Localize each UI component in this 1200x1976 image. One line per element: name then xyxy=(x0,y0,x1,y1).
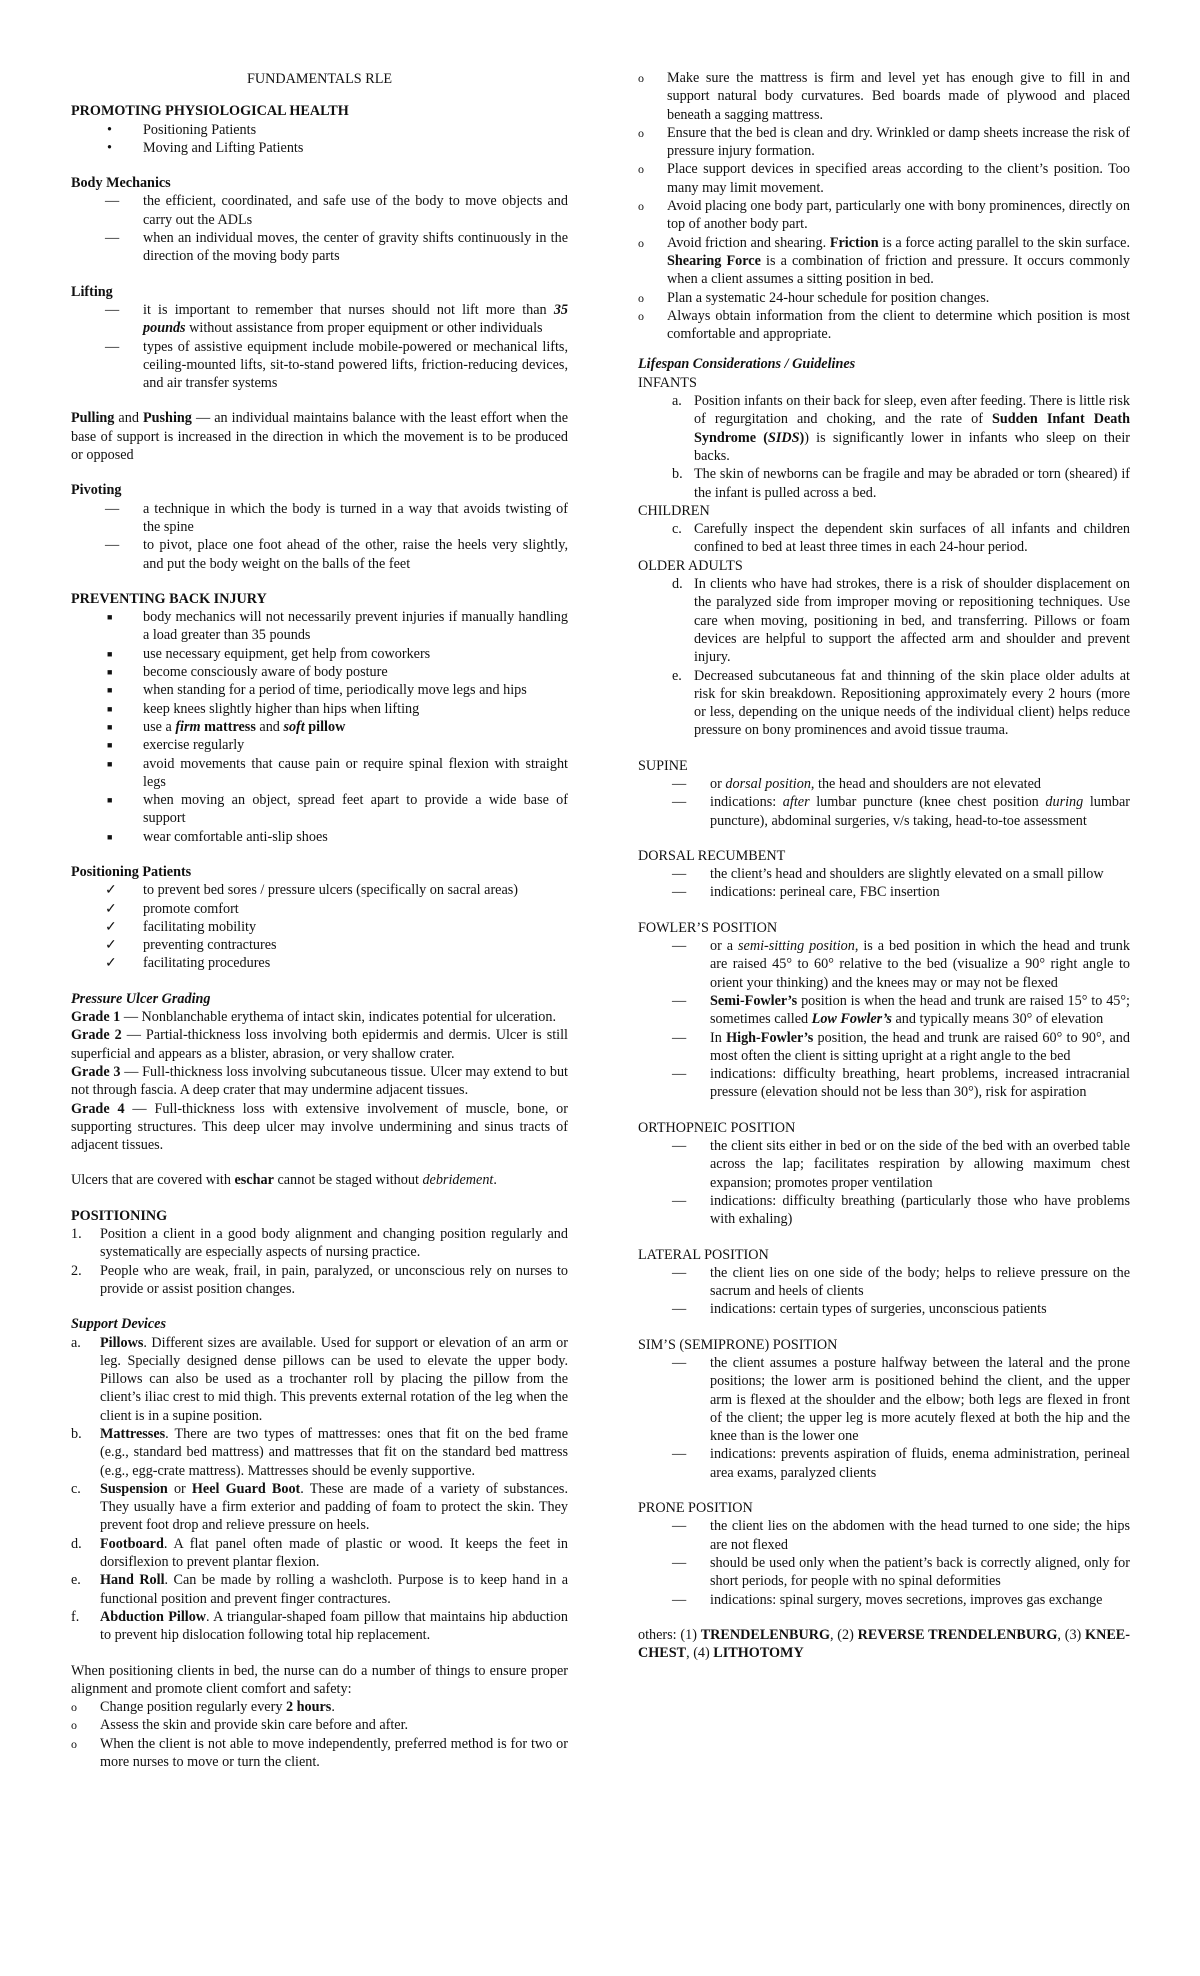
support-devices-section xyxy=(71,1315,568,1644)
prone-heading: PRONE POSITION xyxy=(638,1500,753,1517)
intro-heading: PROMOTING PHYSIOLOGICAL HEALTH xyxy=(71,103,349,120)
dash-icon: — xyxy=(672,1138,687,1155)
lifting-list xyxy=(71,301,568,392)
list-item: — the client’s head and shoulders are slightly elevated on a small pillow xyxy=(638,865,1130,883)
circle-bullet-icon: o xyxy=(638,235,644,250)
intro-list xyxy=(71,121,568,158)
list-item: — the client lies on one side of the body; helps to relieve pressure on the sacrum and heels of clients xyxy=(638,1264,1130,1301)
dash-icon: — xyxy=(672,1554,687,1571)
dash-icon: — xyxy=(105,537,120,554)
back-injury-list xyxy=(71,608,568,846)
list-item: o Make sure the mattress is firm and level yet has enough give to fill in and support natural body curvatures. Bed boards made of plywood and placed beneath a sagging mattress. xyxy=(638,70,1130,123)
infants-list xyxy=(638,392,1130,502)
list-item: — the efficient, coordinated, and safe use of the body to move objects and carry out the ADLs xyxy=(71,192,568,229)
list-item: ■ wear comfortable anti-slip shoes xyxy=(71,828,568,846)
dash-icon: — xyxy=(672,1355,687,1371)
page-title: FUNDAMENTALS RLE xyxy=(246,71,393,87)
circle-bullet-icon: o xyxy=(638,71,644,85)
dash-icon: — xyxy=(105,193,120,210)
circle-bullet-icon: o xyxy=(71,1736,77,1751)
list-item: — the client sits either in bed or on the side of the bed with an overbed table across the lap; facilitates respiration by allowing maximum chest expansion; promotes proper ventilation xyxy=(638,1137,1130,1192)
in-bed-intro: When positioning clients in bed, the nurse can do a number of things to ensure proper alignment and promote client comfort and safety: xyxy=(71,1662,568,1697)
dash-icon: — xyxy=(672,938,687,955)
dash-icon: — xyxy=(672,866,687,883)
lifespan-heading: Lifespan Considerations / Guidelines xyxy=(638,356,856,373)
square-bullet-icon: ■ xyxy=(107,758,113,769)
list-item: ■ become consciously aware of body posture xyxy=(71,663,568,681)
dash-icon: — xyxy=(672,775,687,792)
list-item: ■ when moving an object, spread feet apart to provide a wide base of support xyxy=(71,791,568,828)
list-item: — indications: after lumbar puncture (knee chest position during lumbar puncture), abdominal surgeries, v/s taking, head-to-toe assessment xyxy=(638,793,1130,830)
list-item: ■ use necessary equipment, get help from coworkers xyxy=(71,645,568,663)
dash-icon: — xyxy=(672,1264,687,1281)
list-item: o Assess the skin and provide skin care before and after. xyxy=(71,1717,409,1734)
list-item: c. Suspension or Heel Guard Boot. These are made of a variety of substances. They usually have a firm exterior and padding of foam to protect the skin. They prevent foot drop and relieve pressure on heels. xyxy=(71,1480,568,1534)
list-item: o Always obtain information from the client to determine which position is most comfortable and appropriate. xyxy=(638,307,1130,343)
list-item: — should be used only when the patient’s back is correctly aligned, only for short periods, for people with no spinal deformities xyxy=(638,1554,1130,1591)
list-item: — it is important to remember that nurses should not lift more than 35 pounds without assistance from proper equipment or other individuals xyxy=(71,301,568,338)
sims-heading: SIM’S (SEMIPRONE) POSITION xyxy=(638,1336,838,1353)
list-item: ■ keep knees slightly higher than hips when lifting xyxy=(71,700,568,718)
circle-bullet-icon: o xyxy=(71,1718,77,1733)
prone-section xyxy=(638,1499,1130,1609)
list-item: — In High-Fowler’s position, the head and trunk are raised 60° to 90°, and most often the client is sitting upright at a right angle to the bed xyxy=(638,1029,1130,1066)
dash-icon: — xyxy=(672,884,687,901)
list-item: c. Carefully inspect the dependent skin surfaces of all infants and children confined to bed at least three times in each 24-hour period. xyxy=(672,521,1130,556)
eschar-section xyxy=(71,1171,568,1189)
fowlers-section xyxy=(638,919,1130,1102)
list-item: ✓ facilitating mobility xyxy=(71,918,568,936)
list-item: — the client assumes a posture halfway between the lateral and the prone positions; the lower arm is positioned behind the client, and the upper arm is flexed at the shoulder and the elbow; both legs are flexed in front of the client; the upper leg is more acutely flexed at both the hip and the knee than is the lower one xyxy=(638,1354,1130,1445)
orthopneic-list xyxy=(638,1137,1130,1228)
dash-icon: — xyxy=(672,1446,687,1463)
list-item: — or dorsal position, the head and shoulders are not elevated xyxy=(638,775,1130,793)
list-item: o Place support devices in specified areas according to the client’s position. Too many may limit movement. xyxy=(638,161,1130,196)
support-devices-list xyxy=(71,1334,568,1645)
back-injury-heading: PREVENTING BACK INJURY xyxy=(71,590,267,607)
older-adults-heading: OLDER ADULTS xyxy=(638,557,743,574)
positioning-list xyxy=(71,1225,568,1298)
dash-icon: — xyxy=(672,1591,687,1608)
square-bullet-icon: ■ xyxy=(107,831,113,842)
grade-3: Grade 3 — Full-thickness loss involving subcutaneous tissue. Ulcer may extend to but not through fascia. A deep crater that may undermine adjacent tissues. xyxy=(71,1063,568,1099)
positioning-section xyxy=(71,1207,568,1298)
list-item: b. Mattresses. There are two types of mattresses: ones that fit on the bed frame (e.g., standard bed mattress) and mattresses that fit on the standard bed mattress (e.g., egg-crate mattress). Mattresses should be evenly supportive. xyxy=(71,1426,568,1479)
list-item: ■ exercise regularly xyxy=(71,736,568,754)
supine-section xyxy=(638,757,1130,830)
list-item: o Avoid placing one body part, particularly one with bony prominences, directly on top of another body part. xyxy=(638,198,1130,233)
list-item: f. Abduction Pillow. A triangular-shaped foam pillow that maintains hip abduction to prevent hip dislocation following total hip replacement. xyxy=(71,1608,568,1644)
intro-section xyxy=(71,102,568,157)
circle-bullet-icon: o xyxy=(638,308,644,323)
square-bullet-icon: ■ xyxy=(107,721,113,732)
list-item: o Change position regularly every 2 hours. xyxy=(71,1699,335,1716)
square-bullet-icon: ■ xyxy=(107,648,113,659)
grade-1: Grade 1 — Nonblanchable erythema of intact skin, indicates potential for ulceration. xyxy=(71,1009,556,1026)
dash-icon: — xyxy=(672,1029,687,1046)
list-item: b. The skin of newborns can be fragile and may be abraded or torn (sheared) if the infant is pulled across a bed. xyxy=(672,466,1130,501)
others-text: others: (1) TRENDELENBURG, (2) REVERSE TRENDELENBURG, (3) KNEE-CHEST, (4) LITHOTOMY xyxy=(638,1626,1130,1662)
lifespan-section xyxy=(638,355,1130,739)
list-item: e. Decreased subcutaneous fat and thinning of the skin place older adults at risk for skin breakdown. Repositioning approximately every 2 hours (more or less, depending on the unique needs of the individual client) helps reduce pressure on bony prominences and avoid tissue trauma. xyxy=(672,667,1130,739)
bullet-icon: • xyxy=(107,139,112,156)
square-bullet-icon: ■ xyxy=(107,703,113,714)
fowlers-heading: FOWLER’S POSITION xyxy=(638,919,778,936)
pivoting-list xyxy=(71,500,568,573)
list-item: ■ use a firm mattress and soft pillow xyxy=(71,718,568,736)
supine-heading: SUPINE xyxy=(638,757,688,774)
lateral-heading: LATERAL POSITION xyxy=(638,1246,769,1263)
in-bed-section xyxy=(71,1662,568,1772)
square-bullet-icon: ■ xyxy=(107,685,113,696)
in-bed-list-left xyxy=(71,1698,568,1771)
body-mechanics-heading: Body Mechanics xyxy=(71,175,171,192)
dash-icon: — xyxy=(105,230,120,247)
list-item: ✓ preventing contractures xyxy=(71,936,568,954)
check-icon: ✓ xyxy=(105,937,117,954)
dash-icon: — xyxy=(672,794,687,811)
circle-bullet-icon: o xyxy=(71,1700,77,1715)
dash-icon: — xyxy=(672,1192,687,1209)
list-item: a. Position infants on their back for sleep, even after feeding. There is little risk of regurgitation and choking, and the rate of Sudden Infant Death Syndrome (SIDS)) is significantly lower in infants who sleep on their backs. xyxy=(672,393,1130,464)
older-adults-list xyxy=(638,575,1130,740)
dorsal-recumbent-heading: DORSAL RECUMBENT xyxy=(638,847,786,864)
square-bullet-icon: ■ xyxy=(107,667,113,678)
sims-section xyxy=(638,1336,1130,1482)
list-item: e. Hand Roll. Can be made by rolling a washcloth. Purpose is to keep hand in a functional position and prevent finger contractures. xyxy=(71,1572,568,1607)
others-section xyxy=(638,1626,1130,1663)
dash-icon: — xyxy=(105,500,120,517)
children-heading: CHILDREN xyxy=(638,502,710,519)
dash-icon: — xyxy=(672,1301,687,1318)
pulling-pushing-section xyxy=(71,409,568,464)
right-column xyxy=(638,69,1130,1679)
pivoting-section xyxy=(71,481,568,572)
list-item: 1. Position a client in a good body alignment and changing position regularly and systematically are especially aspects of nursing practice. xyxy=(71,1226,568,1261)
list-item: ■ when standing for a period of time, periodically move legs and hips xyxy=(71,681,568,699)
list-item: o When the client is not able to move independently, preferred method is for two or more nurses to move or turn the client. xyxy=(71,1735,568,1771)
list-item: — indications: spinal surgery, moves secretions, improves gas exchange xyxy=(638,1591,1130,1609)
list-item: — types of assistive equipment include mobile-powered or mechanical lifts, ceiling-mounted lifts, sit-to-stand powered lifts, friction-reducing devices, and air transfer systems xyxy=(71,338,568,393)
list-item: o Plan a systematic 24-hour schedule for position changes. xyxy=(638,289,990,306)
square-bullet-icon: ■ xyxy=(107,612,113,623)
body-mechanics-section xyxy=(71,174,568,265)
lifting-heading: Lifting xyxy=(71,283,113,300)
square-bullet-icon: ■ xyxy=(107,795,113,806)
list-item: 2. People who are weak, frail, in pain, paralyzed, or unconscious rely on nurses to provide or assist position changes. xyxy=(71,1262,568,1297)
list-item: o Ensure that the bed is clean and dry. Wrinkled or damp sheets increase the risk of pressure injury formation. xyxy=(638,124,1130,160)
fowlers-list xyxy=(638,937,1130,1102)
dorsal-recumbent-section xyxy=(638,847,1130,902)
list-item: — to pivot, place one foot ahead of the other, raise the heels very slightly, and put the body weight on the balls of the feet xyxy=(71,536,568,573)
circle-bullet-icon: o xyxy=(638,162,644,177)
in-bed-list-right xyxy=(638,69,1130,343)
list-item: — indications: perineal care, FBC insertion xyxy=(638,883,1130,901)
prone-list xyxy=(638,1517,1130,1608)
positioning-heading: POSITIONING xyxy=(71,1207,168,1224)
support-devices-heading: Support Devices xyxy=(71,1316,166,1333)
check-icon: ✓ xyxy=(105,918,117,935)
back-injury-section xyxy=(71,590,568,846)
list-item: a. Pillows. Different sizes are available. Used for support or elevation of an arm or leg. Specially designed dense pillows can be used to elevate the upper body. Pillows can also be used as a trochanter roll by placing the pillow from the client’s iliac crest to mid thigh. This prevents external rotation of the leg when the client is in a supine position. xyxy=(71,1334,568,1424)
check-icon: ✓ xyxy=(105,955,117,972)
lateral-list xyxy=(638,1264,1130,1319)
dash-icon: — xyxy=(105,338,120,355)
check-icon: ✓ xyxy=(105,900,117,917)
list-item: — when an individual moves, the center of gravity shifts continuously in the direction of the moving body parts xyxy=(71,229,568,266)
positioning-patients-heading: Positioning Patients xyxy=(71,863,192,880)
bullet-icon: • xyxy=(107,121,112,138)
children-list xyxy=(638,520,1130,557)
list-item: • Moving and Lifting Patients xyxy=(71,139,568,157)
list-item: • Positioning Patients xyxy=(71,121,568,139)
circle-bullet-icon: o xyxy=(638,125,644,140)
lifting-section xyxy=(71,283,568,393)
orthopneic-heading: ORTHOPNEIC POSITION xyxy=(638,1119,796,1136)
dash-icon: — xyxy=(672,992,687,1009)
ulcer-grading-section xyxy=(71,990,568,1155)
list-item: — a technique in which the body is turned in a way that avoids twisting of the spine xyxy=(71,500,568,537)
check-icon: ✓ xyxy=(105,882,117,899)
dorsal-recumbent-list xyxy=(638,865,1130,902)
circle-bullet-icon: o xyxy=(638,199,644,214)
left-column xyxy=(71,70,568,1788)
orthopneic-section xyxy=(638,1119,1130,1229)
list-item: — indications: difficulty breathing (particularly those who have problems with exhaling) xyxy=(638,1192,1130,1229)
list-item: — indications: difficulty breathing, heart problems, increased intracranial pressure (elevation should not be less than 30°), risk for aspiration xyxy=(638,1065,1130,1102)
grade-4: Grade 4 — Full-thickness loss with extensive involvement of muscle, bone, or supporting structures. This deep ulcer may involve undermining and sinus tracts of adjacent tissues. xyxy=(71,1100,568,1154)
square-bullet-icon: ■ xyxy=(107,740,113,751)
body-mechanics-list xyxy=(71,192,568,265)
in-bed-continued-section xyxy=(638,69,1130,343)
list-item: ✓ to prevent bed sores / pressure ulcers (specifically on sacral areas) xyxy=(71,881,568,899)
list-item: ✓ promote comfort xyxy=(71,900,568,918)
list-item: d. Footboard. A flat panel often made of plastic or wood. It keeps the feet in dorsiflexion to prevent plantar flexion. xyxy=(71,1535,568,1571)
dash-icon: — xyxy=(672,1066,687,1083)
positioning-patients-list xyxy=(71,881,568,972)
list-item: — Semi-Fowler’s position is when the head and trunk are raised 15° to 45°; sometimes called Low Fowler’s and typically means 30° of elevation xyxy=(638,992,1130,1029)
grade-2: Grade 2 — Partial-thickness loss involving both epidermis and dermis. Ulcer is still superficial and appears as a blister, abrasion, or very shallow crater. xyxy=(71,1027,568,1062)
circle-bullet-icon: o xyxy=(638,290,644,305)
list-item: — indications: prevents aspiration of fluids, enema administration, perineal area exams, paralyzed clients xyxy=(638,1445,1130,1482)
list-item: — or a semi-sitting position, is a bed position in which the head and trunk are raised 45° to 60° relative to the bed (visualize a 90° right angle to orient your thinking) and the knees may or may not be flexed xyxy=(638,937,1130,992)
eschar-text: Ulcers that are covered with eschar cannot be staged without debridement. xyxy=(71,1172,497,1189)
positioning-patients-section xyxy=(71,863,568,973)
dash-icon: — xyxy=(105,301,120,318)
supine-list xyxy=(638,775,1130,830)
list-item: ■ body mechanics will not necessarily prevent injuries if manually handling a load greater than 35 pounds xyxy=(71,608,568,645)
pulling-pushing-text: Pulling and Pushing — an individual maintains balance with the least effort when the base of support is increased in the direction in which the movement is to be produced or opposed xyxy=(71,410,568,464)
dash-icon: — xyxy=(672,1518,687,1535)
ulcer-grading-heading: Pressure Ulcer Grading xyxy=(71,990,211,1007)
list-item: ✓ facilitating procedures xyxy=(71,954,568,972)
list-item: o Avoid friction and shearing. Friction is a force acting parallel to the skin surface. Shearing Force is a combination of friction and pressure. It occurs commonly when a client assumes a sitting position in bed. xyxy=(638,234,1130,288)
list-item: — indications: certain types of surgeries, unconscious patients xyxy=(638,1300,1130,1318)
list-item: d. In clients who have had strokes, there is a risk of shoulder displacement on the paralyzed side from improper moving or repositioning techniques. Use care when moving, positioning in bed, and transferring. Pillows or foam devices are helpful to support the affected arm and shoulder and prevent injury. xyxy=(672,576,1130,666)
sims-list xyxy=(638,1354,1130,1482)
lateral-section xyxy=(638,1246,1130,1319)
list-item: ■ avoid movements that cause pain or require spinal flexion with straight legs xyxy=(71,755,568,792)
list-item: — the client lies on the abdomen with the head turned to one side; the hips are not flexed xyxy=(638,1517,1130,1554)
pivoting-heading: Pivoting xyxy=(71,482,122,499)
infants-heading: INFANTS xyxy=(638,374,697,391)
